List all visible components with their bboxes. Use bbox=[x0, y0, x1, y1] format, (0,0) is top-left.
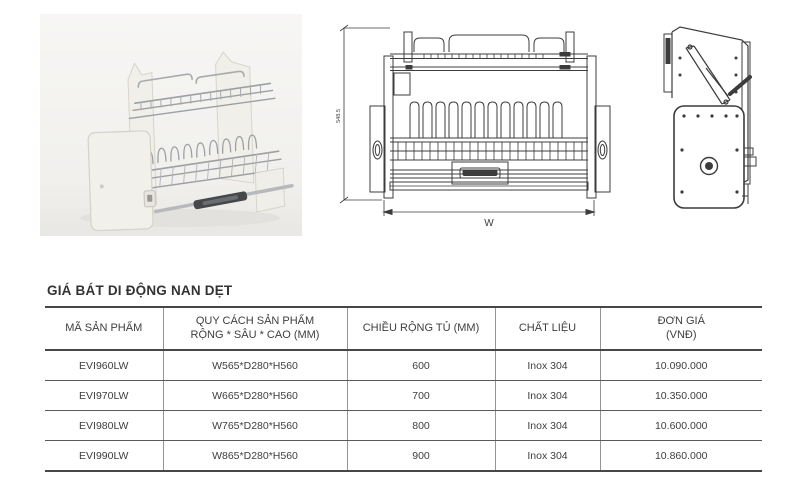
cell-cabinet-width: 600 bbox=[347, 350, 495, 381]
product-spec-table bbox=[45, 306, 762, 472]
col-header-cabinet-width bbox=[347, 307, 495, 350]
col-header-material bbox=[495, 307, 600, 350]
cell-price: 10.090.000 bbox=[600, 350, 762, 381]
header-label: CHẤT LIỆU bbox=[518, 321, 577, 334]
cell-product-code: EVI960LW bbox=[45, 350, 163, 381]
cell-spec: W765*D280*H560 bbox=[163, 411, 347, 441]
col-header-spec bbox=[163, 307, 347, 350]
side-view-svg bbox=[650, 20, 798, 225]
header-label: ĐƠN GIÁ bbox=[657, 314, 705, 327]
col-header-product-code bbox=[45, 307, 163, 350]
header-row bbox=[45, 307, 762, 350]
cell-spec: W565*D280*H560 bbox=[163, 350, 347, 381]
header-label: MÃ SẢN PHẨM bbox=[65, 321, 143, 334]
product-photo bbox=[40, 14, 302, 236]
cell-product-code: EVI970LW bbox=[45, 381, 163, 411]
side-view-drawing bbox=[650, 20, 798, 225]
cell-material: Inox 304 bbox=[495, 441, 600, 472]
cell-cabinet-width: 800 bbox=[347, 411, 495, 441]
cell-price: 10.600.000 bbox=[600, 411, 762, 441]
header-label: RỘNG * SÂU * CAO (MM) bbox=[190, 328, 320, 341]
cell-cabinet-width: 900 bbox=[347, 441, 495, 472]
cell-spec: W665*D280*H560 bbox=[163, 381, 347, 411]
cell-material: Inox 304 bbox=[495, 350, 600, 381]
brand-plate bbox=[463, 171, 497, 176]
cell-product-code: EVI980LW bbox=[45, 411, 163, 441]
dish-rack-photo-illustration bbox=[40, 14, 302, 236]
width-dimension-label: W bbox=[484, 218, 494, 228]
cell-material: Inox 304 bbox=[495, 411, 600, 441]
cell-cabinet-width: 700 bbox=[347, 381, 495, 411]
cell-product-code: EVI990LW bbox=[45, 441, 163, 472]
header-label: CHIỀU RỘNG TỦ (MM) bbox=[362, 321, 480, 334]
section-title: GIÁ BÁT DI ĐỘNG NAN DẸT bbox=[47, 283, 233, 298]
header-label: QUY CÁCH SẢN PHẨM bbox=[195, 314, 315, 327]
table-row bbox=[45, 350, 762, 381]
cell-material: Inox 304 bbox=[495, 381, 600, 411]
front-view-drawing bbox=[332, 20, 628, 228]
table-row bbox=[45, 411, 762, 441]
col-header-price bbox=[600, 307, 762, 350]
table-row bbox=[45, 441, 762, 472]
cell-spec: W865*D280*H560 bbox=[163, 441, 347, 472]
height-dimension-label: 548.5 bbox=[336, 109, 342, 123]
cell-price: 10.350.000 bbox=[600, 381, 762, 411]
cell-price: 10.860.000 bbox=[600, 441, 762, 472]
header-label: (VNĐ) bbox=[665, 328, 697, 341]
front-view-svg bbox=[332, 20, 628, 228]
table-row bbox=[45, 381, 762, 411]
